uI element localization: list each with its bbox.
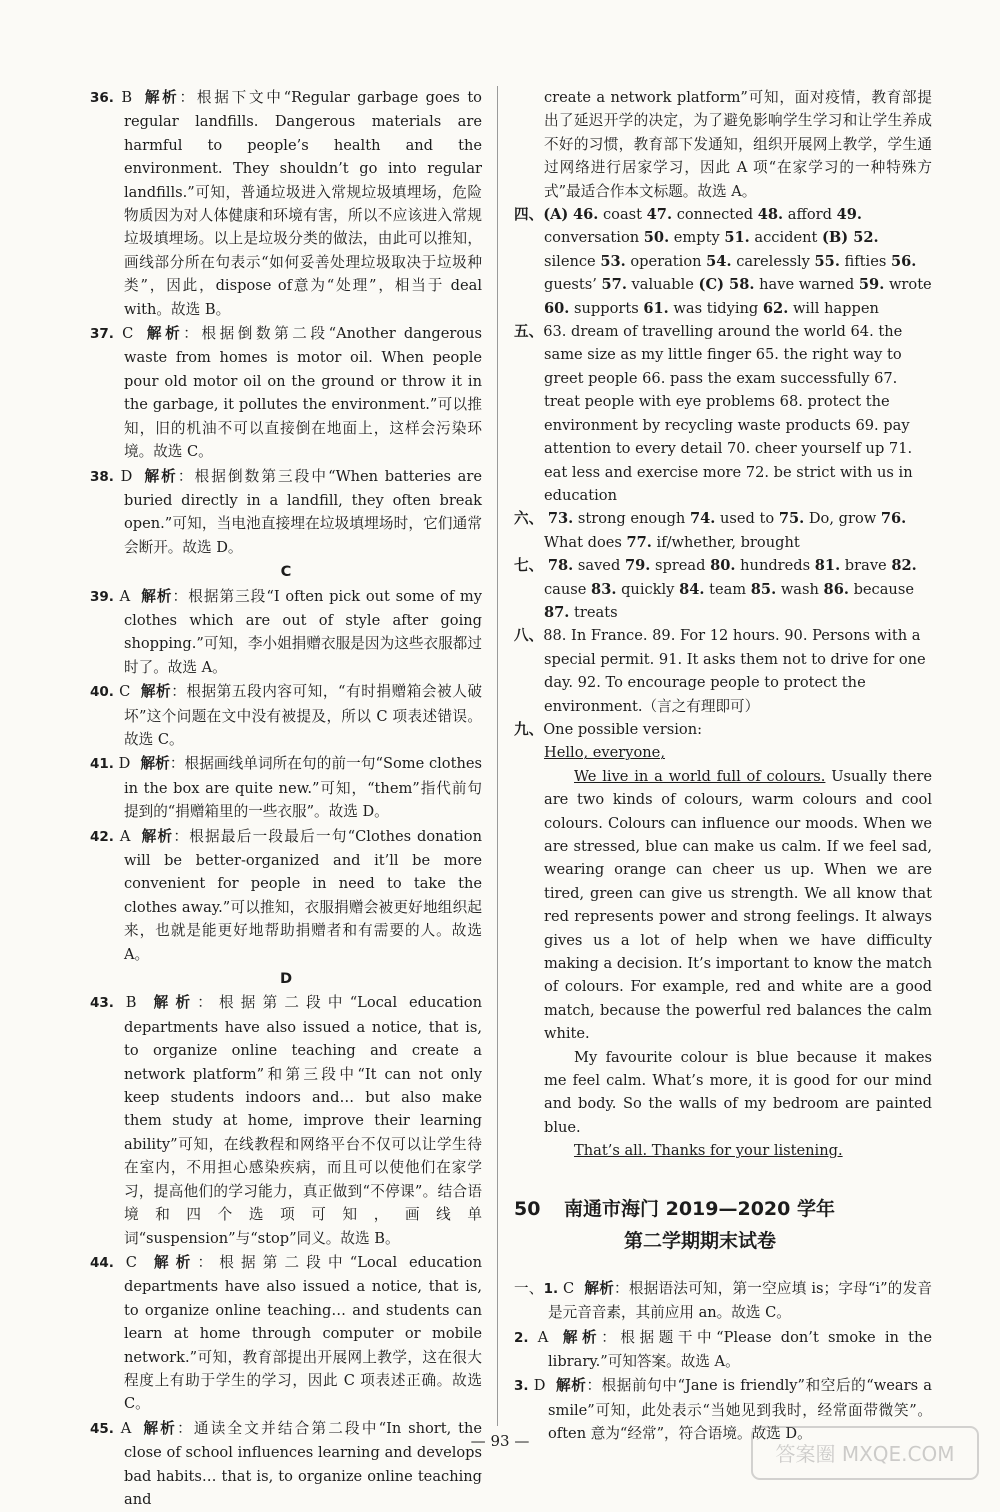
answer-word: strong enough: [577, 510, 686, 528]
fill-in-answer: [644, 229, 720, 246]
fill-in-answer: [751, 581, 819, 598]
explanation-label: 解析: [140, 587, 173, 605]
answer-list-new: [514, 1277, 932, 1446]
question-number: 57.: [601, 276, 627, 294]
explanation-text: 根据第三段“I often pick out some of my clothes which are out of style after going shopping.”可知，李小姐捐赠衣服是因为这些衣服都过时了。故选 A。: [124, 587, 482, 676]
answer-word: cause: [544, 580, 587, 598]
fill-in-answer: [724, 229, 817, 246]
answer-item: 41. D 解析：根据画线单词所在句的前一句“Some clothes in the box are quite new.”可知，“them”指代前句提到的“捐赠箱里的一些衣服”。故选 D。: [90, 755, 482, 821]
fill-in-answer: [763, 300, 879, 317]
answer-item: 39. A 解析：根据第三段“I often pick out some of my clothes which are out of style after going shopping.”可知，李小姐捐赠衣服是因为这些衣服都过时了。故选 A。: [90, 587, 482, 676]
answer-letter: C: [122, 325, 134, 343]
fill-in-answer: [859, 276, 932, 293]
question-number: 56.: [890, 252, 917, 270]
answer-word: Do, grow: [808, 510, 877, 528]
explanation-text: 根据第二段中“Local education departments have also issued a notice, that is, to organize online teaching… and students can learn at home through computer or mobile network.”可知，教育部提出开展网上教学，这在很大程度上有助于学生的学习，因此 C 项表述正确。故选 C。: [124, 1253, 482, 1413]
answer-item: 38. D 解析：根据倒数第三段中“When batteries are buried directly in a landfill, they often break open.”可知，当电池直接埋在垃圾填埋场时，它们通常会断开。故选 D。: [90, 467, 482, 556]
answer-word: spread: [654, 557, 706, 575]
fill-in-answer: [544, 604, 618, 621]
explanation-text: 根据语法可知，第一空应填 is；字母“i”的发音是元音音素，其前应用 an。故选 C。: [548, 1279, 932, 1322]
fill-in-answer: [600, 253, 701, 270]
essay-intro: One possible version:: [543, 720, 703, 738]
explanation-text: 通读全文并结合第二段中“In short, the close of school influences learning and develops bad habits… that is, to organize online teaching and: [124, 1419, 482, 1508]
answer-row: [763, 300, 879, 317]
question-number: 73.: [547, 510, 574, 528]
part-5-answers: [514, 320, 932, 507]
fill-in-answer: [573, 206, 642, 223]
answer-word: empty: [673, 229, 720, 247]
fill-in-answer: [548, 510, 686, 527]
question-number: 83.: [591, 580, 617, 598]
question-number: 60.: [544, 299, 570, 317]
answer-word: accident: [754, 229, 818, 247]
answer-letter: C: [563, 1279, 575, 1297]
page-number: — 93 —: [470, 1432, 530, 1450]
essay-paragraph-2: My favourite colour is blue because it makes me feel calm. What’s more, it is good for our mind and body. So the walls of my bedroom are painted blue.: [544, 1048, 932, 1136]
question-number: 48.: [757, 206, 784, 224]
part-8-label: 八、: [514, 627, 544, 645]
question-number: 50.: [643, 229, 670, 247]
answer-word: afford: [787, 206, 832, 224]
question-number: 87.: [544, 603, 570, 621]
fill-in-answer: [602, 276, 694, 293]
question-number: 78.: [547, 557, 574, 575]
answer-word: fifties: [844, 252, 887, 270]
section-number: 50: [514, 1197, 541, 1220]
answer-letter: A: [120, 1419, 132, 1437]
answer-word: was tidying: [673, 299, 759, 317]
explanation-label: 解析: [584, 1279, 615, 1297]
question-number: 80.: [710, 557, 736, 575]
explanation-label: 解析: [141, 1419, 178, 1437]
answer-word: carelessly: [736, 252, 810, 270]
fill-in-answer: [815, 253, 887, 270]
section-title-2: 第二学期期末试卷: [624, 1229, 777, 1252]
section-heading-d: D: [279, 970, 293, 988]
part-5-text: 63. dream of travelling around the world 64. the same size as my little finger 65. the right way to greet people 66. pass the exam successfully 67. treat people with eye problems 68. protect the environment by recycling waste products 69. pay attention to every detail 70. cheer yourself up 71. eat less and exercise more 72. be strict with us in education: [543, 323, 913, 504]
answer-item: 42. A 解析：根据最后一段最后一句“Clothes donation will be better-organized and it’ll be more convenient for people in need to take the clothes away.”可以推知，衣服捐赠会被更好地组织起来，也就是能更好地帮助捐赠者和有需要的人。故选 A。: [90, 827, 482, 963]
question-number: 79.: [624, 557, 651, 575]
question-number: 81.: [814, 557, 841, 575]
essay-greeting-text: Hello, everyone,: [544, 744, 665, 762]
explanation-label: 解析: [558, 1328, 602, 1346]
answer-word: quickly: [621, 580, 675, 598]
fill-in-answer: [824, 581, 914, 598]
answer-row: [573, 206, 837, 223]
answer-letter: C: [119, 683, 131, 701]
explanation-text: 根据画线单词所在句的前一句“Some clothes in the box are quite new.”可知，“them”指代前句提到的“捐赠箱里的一些衣服”。故选 D。: [124, 755, 482, 821]
question-number: 39.: [90, 588, 114, 605]
explanation-label: 解析: [142, 89, 180, 106]
answer-word: saved: [577, 557, 621, 575]
explanation-text: 根据第五段内容可知，“有时捐赠箱会被人破坏”这个问题在文中没有被提及，所以 C 项表述错误。故选 C。: [124, 683, 482, 748]
question-number: 38.: [90, 468, 114, 485]
part-9-answers: [514, 718, 932, 741]
part-7-label: 七、: [514, 557, 544, 575]
question-number: 62.: [762, 299, 789, 317]
fill-in-answer: [647, 206, 753, 223]
part-6-answers: [514, 507, 932, 554]
answer-row: [548, 510, 881, 527]
question-number: 1.: [543, 1280, 559, 1297]
answer-letter: A: [537, 1328, 549, 1346]
question-number: 55.: [814, 252, 840, 270]
answer-word: What does: [544, 533, 622, 551]
question-number: 53.: [600, 252, 626, 270]
question-number: 54.: [706, 252, 732, 270]
answer-word: wash: [780, 580, 819, 598]
question-number: 43.: [90, 995, 114, 1012]
answer-word: silence: [544, 252, 596, 270]
explanation-label: 解析: [146, 1253, 198, 1271]
essay-closing-text: That’s all. Thanks for your listening.: [574, 1142, 843, 1160]
explanation-text: 根据前句中“Jane is friendly”和空后的“wears a smile”可知，此处表示“当她见到我时，经常面带微笑”。often 意为“经常”，符合语境。故选 D。: [548, 1377, 932, 1443]
question-number: 75.: [778, 510, 805, 528]
page-number-text: 93: [490, 1432, 510, 1450]
answer-item: 37. C 解析：根据倒数第二段“Another dangerous waste from homes is motor oil. When people pour old motor oil on the ground or throw it in the garbage, it pollutes the environment.”可以推知，旧的机油不可以直接倒在地面上，这样会污染环境。故选 C。: [90, 325, 482, 461]
question-number: 76.: [880, 510, 907, 528]
fill-in-answer: [679, 581, 746, 598]
answer-word: conversation: [544, 229, 640, 247]
part-8-text: 88. In France. 89. For 12 hours. 90. Persons with a special permit. 91. It asks them not to drive for one day. 92. To encourage people to protect the environment.（言之有理即可）: [543, 627, 926, 715]
essay-paragraph-1-body: Usually there are two kinds of colours, warm colours and cool colours. Colours can influence our moods. When we are stressed, blue can make us calm. If we feel sad, wearing orange can cheer us up. When we are tired, green can give us strength. We all know that red represents power and strong feelings. It always gives us a lot of help when we have difficulty making a decision. It’s important to know the match of colours. For example, red and white are a good match, because the powerful red balances the calm white.: [544, 767, 932, 1043]
part-4-label: 四、(A): [514, 206, 569, 224]
explanation-text: 根据下文中“Regular garbage goes to regular landfills. Dangerous materials are harmful to people’s health and the environment. They shouldn’t go into regular landfills.”可知，普通垃圾进入常规垃圾填埋场，危险物质因为对人体健康和环境有害，所以不应该进入常规垃圾填埋场。以上是垃圾分类的做法，由此可以推知，画线部分所在句表示“如何妥善处理垃圾取决于垃圾种类”，因此，dispose of意为“处理”，相当于 deal with。故选 B。: [124, 89, 482, 318]
part-7-answers: [514, 554, 932, 624]
explanation-label: 解析: [146, 994, 198, 1012]
question-number: 41.: [90, 756, 114, 773]
new-section-title: [514, 1193, 932, 1257]
explanation-label: 解析: [140, 755, 170, 773]
answer-row: [548, 557, 892, 574]
answer-letter: A: [119, 827, 131, 845]
question-number: 37.: [90, 326, 114, 343]
question-number: 40.: [90, 684, 114, 701]
fill-in-answer: [815, 557, 887, 574]
right-column: [514, 86, 932, 1447]
fill-in-answer: [758, 206, 832, 223]
answer-word: coast: [603, 206, 643, 224]
answer-word: used to: [720, 510, 775, 528]
question-number: 84.: [679, 580, 705, 598]
answer-word: hundreds: [740, 557, 811, 575]
answer-letter: B: [125, 994, 137, 1012]
answer-word: because: [853, 580, 914, 598]
explanation-text: 根据倒数第二段“Another dangerous waste from homes is motor oil. When people pour old motor oil on the ground or throw it in the garbage, it pollutes the environment.”可以推知，旧的机油不可以直接倒在地面上，这样会污染环境。故选 C。: [124, 325, 482, 461]
part-8-answers: [514, 624, 932, 718]
answer-word: guests’: [544, 276, 597, 294]
new-section-title-line-1: [514, 1193, 932, 1225]
question-number: 82.: [891, 557, 917, 575]
essay-closing: [514, 1139, 932, 1162]
question-number: 44.: [90, 1254, 114, 1271]
fill-in-answer: [699, 276, 795, 293]
answer-letter: D: [120, 467, 133, 485]
question-number: (C) 58.: [698, 276, 755, 294]
essay-greeting: [514, 741, 932, 764]
question-number: (B) 52.: [822, 229, 879, 247]
fill-in-answer: [627, 534, 800, 551]
answer-word: connected: [676, 206, 754, 224]
answer-item: 一、1. C 解析：根据语法可知，第一空应填 is；字母“i”的发音是元音音素，其前应用 an。故选 C。: [514, 1279, 932, 1322]
part-6-label: 六、: [514, 510, 544, 528]
question-number: 85.: [750, 580, 777, 598]
explanation-text: 根据题干中“Please don’t smoke in the library.”可知答案。故选 A。: [548, 1328, 932, 1370]
question-number: 61.: [643, 299, 669, 317]
answer-word: if/whether, brought: [656, 533, 800, 551]
question-number: 51.: [724, 229, 750, 247]
answer-letter: D: [533, 1377, 546, 1395]
question-number: 86.: [823, 580, 849, 598]
question-number: 74.: [689, 510, 716, 528]
answer-item: 40. C 解析：根据第五段内容可知，“有时捐赠箱会被人破坏”这个问题在文中没有被提及，所以 C 项表述错误。故选 C。: [90, 683, 482, 748]
answer-word: valuable: [631, 276, 694, 294]
fill-in-answer: [799, 276, 855, 293]
explanation-text: 根据倒数第三段中“When batteries are buried directly in a landfill, they often break open.”可知，当电池直接埋在垃圾填埋场时，它们通常会断开。故选 D。: [124, 467, 482, 556]
fill-in-answer: [591, 581, 674, 598]
answer-item: 2. A 解析：根据题干中“Please don’t smoke in the library.”可知答案。故选 A。: [514, 1328, 932, 1370]
column-divider: [497, 86, 498, 1426]
watermark-logo: [750, 1423, 980, 1483]
question-number: 36.: [90, 90, 114, 106]
question-number: 42.: [90, 828, 114, 845]
explanation-text: 根据最后一段最后一句“Clothes donation will be better-organized and it’ll be more convenient for people in need to take the clothes away.”可以推知，衣服捐赠会被更好地组织起来，也就是能更好地帮助捐赠者和有需要的人。故选 A。: [124, 827, 482, 963]
question-number: 2.: [514, 1329, 529, 1346]
answer-word: warned: [798, 276, 855, 294]
answer-list-c: [90, 585, 482, 967]
fill-in-answer: [544, 300, 639, 317]
part-label: 一、: [514, 1279, 544, 1297]
explanation-continuation: create a network platform”可知，面对疫情，教育部提出了延迟开学的决定，为了避免影响学生学习和让学生养成不好的习惯，教育部下发通知，组织开展网上教学，学生通过网络进行居家学习，因此 A 项“在家学习的一种特殊方式”最适合作本文标题。故选 A。: [544, 89, 932, 200]
answer-item: 43. B 解析：根据第二段中“Local education departments have also issued a notice, that is, to organize online teaching and create a network platform”和第三段中“It can not only keep students indoors and… but also make them study at home, improve their learning ability”可知，在线教程和网络平台不仅可以让学生待在室内，不用担心感染疾病，而且可以使他们在家学习，提高他们的学习能力，真正做到“不停课”。结合语境和四个选项可知，画线单词“suspension”与“stop”同义。故选 B。: [90, 994, 482, 1247]
question-number: 3.: [514, 1378, 529, 1395]
answer-item: 3. D 解析：根据前句中“Jane is friendly”和空后的“wears a smile”可知，此处表示“当她见到我时，经常面带微笑”。often 意为“经常”，符合语境。故选 D。: [514, 1377, 932, 1443]
fill-in-answer: [710, 557, 810, 574]
part-4-answers: [514, 203, 932, 320]
explanation-label: 解析: [143, 325, 184, 343]
answer-item: 44. C 解析：根据第二段中“Local education departments have also issued a notice, that is, to organize online teaching… and students can learn at home through computer or mobile network.”可知，教育部提出开展网上教学，这在很大程度上有助于学生的学习，因此 C 项表述正确。故选 C。: [90, 1253, 482, 1413]
question-number: 45.: [90, 1420, 114, 1437]
answer-item: 45. A 解析：通读全文并结合第二段中“In short, the close of school influences learning and develops bad habits… that is, to organize online teaching and: [90, 1419, 482, 1508]
part-9-label: 九、: [514, 720, 544, 738]
fill-in-answer: [690, 510, 774, 527]
fill-in-answer: [706, 253, 810, 270]
fill-in-answer: [625, 557, 706, 574]
section-title-1: 南通市海门 2019—2020 学年: [564, 1197, 835, 1220]
answer-word: operation: [630, 252, 702, 270]
part-6-list: [544, 510, 906, 550]
section-heading-c: C: [280, 563, 292, 581]
essay-paragraph-1: [514, 765, 932, 1046]
answer-letter: B: [121, 89, 133, 106]
essay-topic-sentence: We live in a world full of colours.: [574, 767, 826, 785]
left-column: [90, 86, 482, 1512]
part-5-label: 五、: [514, 323, 544, 341]
answer-word: supports: [574, 299, 639, 317]
answer-word: brave: [844, 557, 887, 575]
fill-in-answer: [643, 300, 758, 317]
explanation-label: 解析: [142, 467, 178, 485]
answer-item: 36. B 解析：根据下文中“Regular garbage goes to regular landfills. Dangerous materials are harmful to people’s health and the environment. They shouldn’t go into regular landfills.”可知，普通垃圾进入常规垃圾填埋场，危险物质因为对人体健康和环境有害，所以不应该进入常规垃圾填埋场。以上是垃圾分类的做法，由此可以推知，画线部分所在句表示“如何妥善处理垃圾取决于垃圾种类”，因此，dispose of意为“处理”，相当于 deal with。故选 B。: [90, 89, 482, 318]
question-number: 59.: [858, 276, 885, 294]
part-4-list: [544, 206, 932, 317]
answer-word: have: [759, 276, 795, 294]
question-number: 49.: [836, 206, 862, 224]
part-7-list: [544, 557, 917, 621]
fill-in-answer: [548, 557, 620, 574]
answer-word: will happen: [792, 299, 879, 317]
answer-list-b: [90, 86, 482, 559]
question-number: 46.: [572, 206, 599, 224]
fill-in-answer: [779, 510, 876, 527]
answer-letter: D: [118, 755, 131, 773]
watermark-text: 答案圈 MXQE.COM: [775, 1442, 955, 1466]
explanation-label: 解析: [140, 827, 174, 845]
explanation-label: 解析: [555, 1377, 587, 1395]
question-number: 47.: [646, 206, 673, 224]
answer-word: wrote: [888, 276, 932, 294]
answer-letter: C: [125, 1253, 137, 1271]
explanation-label: 解析: [140, 683, 172, 701]
answer-letter: A: [119, 587, 131, 605]
explanation-text: 根据第二段中“Local education departments have also issued a notice, that is, to organize online teaching and create a network platform”和第三段中“It can not only keep students indoors and… but also make them study at home, improve their learning ability”可知，在线教程和网络平台不仅可以让学生待在室内，不用担心感染疾病，而且可以使他们在家学习，提高他们的学习能力，真正做到“不停课”。结合语境和四个选项可知，画线单词“suspension”与“stop”同义。故选 B。: [124, 994, 482, 1247]
answer-word: team: [709, 580, 747, 598]
question-number: 77.: [626, 533, 652, 551]
answer-word: treats: [574, 603, 618, 621]
